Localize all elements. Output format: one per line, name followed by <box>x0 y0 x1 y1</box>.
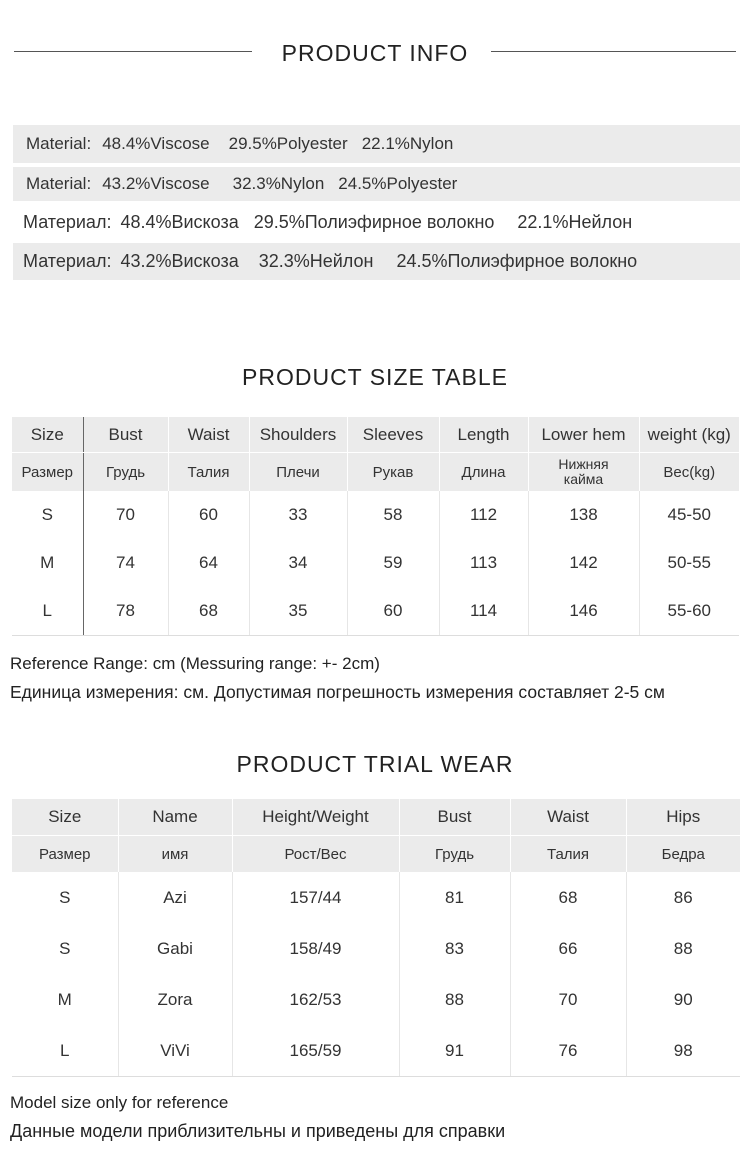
material-row <box>13 243 740 280</box>
material-label: Material: <box>26 134 92 153</box>
size-cell: 74 <box>83 539 168 587</box>
size-cell: 35 <box>249 587 347 636</box>
trial-cell: M <box>12 974 118 1025</box>
material-part: 43.2%Вискоза <box>120 251 239 271</box>
trial-cell: 158/49 <box>232 923 399 974</box>
trial-cell: 81 <box>399 872 510 923</box>
trial-header-cell: Бедра <box>626 836 740 873</box>
size-header-cell: Size <box>12 417 83 453</box>
size-header-text: Нижняя кайма <box>558 455 609 487</box>
trial-header-cell: Size <box>12 799 118 836</box>
size-cell: 55-60 <box>639 587 739 636</box>
size-header-cell: Рукав <box>347 453 439 492</box>
trial-header-cell: Hips <box>626 799 740 836</box>
trial-table-row <box>12 923 740 974</box>
trial-wear-title: PRODUCT TRIAL WEAR <box>236 751 514 777</box>
material-part: 22.1%Нейлон <box>517 211 633 232</box>
size-cell: 33 <box>249 491 347 539</box>
material-part: 29.5%Полиэфирное волокно <box>253 211 495 232</box>
trial-header-cell: Талия <box>510 836 626 873</box>
size-header-cell: Плечи <box>249 453 347 492</box>
size-cell: M <box>12 539 83 587</box>
material-part: 32.3%Нейлон <box>258 251 374 271</box>
trial-header-cell: Height/Weight <box>232 799 399 836</box>
size-note-ru: Единица измерения: см. Допустимая погрешность измерения составляет 2-5 см <box>10 682 665 702</box>
size-table-title: PRODUCT SIZE TABLE <box>242 364 508 390</box>
material-label: Материал: <box>23 211 112 232</box>
trial-cell: S <box>12 872 118 923</box>
size-cell: 64 <box>168 539 249 587</box>
trial-note-en: Model size only for reference <box>10 1093 229 1112</box>
size-note-en: Reference Range: cm (Messuring range: +- 2cm) <box>10 654 380 673</box>
size-table-row <box>12 491 739 539</box>
trial-note-ru: Данные модели приблизительны и приведены для справки <box>10 1121 506 1141</box>
material-part: 24.5%Polyester <box>338 174 458 193</box>
size-header-cell: Размер <box>12 453 83 492</box>
material-part: 43.2%Viscose <box>102 174 210 193</box>
material-part: 48.4%Viscose <box>102 134 210 153</box>
size-header-row-ru <box>12 453 739 492</box>
trial-table-row <box>12 974 740 1025</box>
size-cell: S <box>12 491 83 539</box>
trial-cell: 86 <box>673 887 693 907</box>
trial-cell: 76 <box>510 1025 626 1077</box>
trial-header-cell: Размер <box>12 836 118 873</box>
trial-header-row-en <box>12 799 740 836</box>
product-info-title: PRODUCT INFO <box>281 40 469 66</box>
trial-cell: L <box>12 1025 118 1077</box>
trial-wear-table <box>12 799 740 1077</box>
size-header-cell: Вес(kg) <box>639 453 739 492</box>
trial-table-row <box>12 1025 740 1077</box>
size-header-row-en <box>12 417 739 453</box>
size-cell: 114 <box>439 587 528 636</box>
size-header-cell: Waist <box>168 417 249 453</box>
size-cell: 60 <box>168 491 249 539</box>
material-row <box>13 125 740 163</box>
trial-header-cell: Грудь <box>399 836 510 873</box>
size-header-cell: Талия <box>168 453 249 492</box>
trial-cell: 83 <box>399 923 510 974</box>
trial-cell: 88 <box>399 974 510 1025</box>
size-cell: 142 <box>528 539 639 587</box>
trial-header-cell: Name <box>118 799 232 836</box>
trial-cell: 162/53 <box>232 974 399 1025</box>
trial-header-cell: Bust <box>399 799 510 836</box>
size-cell: 45-50 <box>667 505 711 524</box>
size-cell: 70 <box>83 491 168 539</box>
trial-header-cell: Waist <box>510 799 626 836</box>
size-table <box>12 417 739 636</box>
trial-cell: 68 <box>510 872 626 923</box>
size-cell: 34 <box>249 539 347 587</box>
trial-cell: 98 <box>626 1025 740 1077</box>
size-header-cell: Длина <box>439 453 528 492</box>
size-cell: 78 <box>83 587 168 636</box>
trial-cell: 157/44 <box>232 872 399 923</box>
material-part: 22.1%Nylon <box>361 134 454 153</box>
size-cell: 60 <box>347 587 439 636</box>
size-header-cell: Lower hem <box>528 417 639 453</box>
material-part: 48.4%Вискоза <box>120 211 239 232</box>
size-cell: 59 <box>347 539 439 587</box>
size-header-cell: Bust <box>83 417 168 453</box>
size-table-row <box>12 587 739 636</box>
trial-cell: 90 <box>673 989 693 1009</box>
size-cell: 58 <box>347 491 439 539</box>
size-table-row <box>12 539 739 587</box>
material-label: Материал: <box>23 251 112 271</box>
trial-cell: S <box>12 923 118 974</box>
size-header-cell: Грудь <box>83 453 168 492</box>
material-block <box>13 125 740 280</box>
trial-cell: ViVi <box>118 1025 232 1077</box>
size-header-cell <box>528 453 639 492</box>
material-row <box>13 201 740 243</box>
size-header-cell: Sleeves <box>347 417 439 453</box>
size-cell: 138 <box>528 491 639 539</box>
material-part: 29.5%Polyester <box>228 134 348 153</box>
trial-cell: 66 <box>510 923 626 974</box>
size-cell: 113 <box>439 539 528 587</box>
size-header-cell: Shoulders <box>249 417 347 453</box>
material-row <box>13 167 740 201</box>
trial-header-row-ru <box>12 836 740 873</box>
size-cell: 68 <box>168 587 249 636</box>
size-cell: 50-55 <box>667 553 711 572</box>
size-cell: 112 <box>439 491 528 539</box>
trial-cell: 165/59 <box>232 1025 399 1077</box>
size-header-cell: weight (kg) <box>639 417 739 453</box>
trial-header-cell: Рост/Вес <box>232 836 399 873</box>
material-label: Material: <box>26 174 92 193</box>
trial-header-cell: имя <box>118 836 232 873</box>
trial-cell: 88 <box>673 938 693 958</box>
trial-cell: 91 <box>399 1025 510 1077</box>
size-cell: L <box>12 587 83 636</box>
trial-cell: Zora <box>118 974 232 1025</box>
material-part: 32.3%Nylon <box>232 174 325 193</box>
trial-cell: 70 <box>510 974 626 1025</box>
size-cell: 146 <box>528 587 639 636</box>
trial-table-row <box>12 872 740 923</box>
material-part: 24.5%Полиэфирное волокно <box>396 251 638 271</box>
trial-cell: Gabi <box>118 923 232 974</box>
size-header-cell: Length <box>439 417 528 453</box>
trial-cell: Azi <box>118 872 232 923</box>
